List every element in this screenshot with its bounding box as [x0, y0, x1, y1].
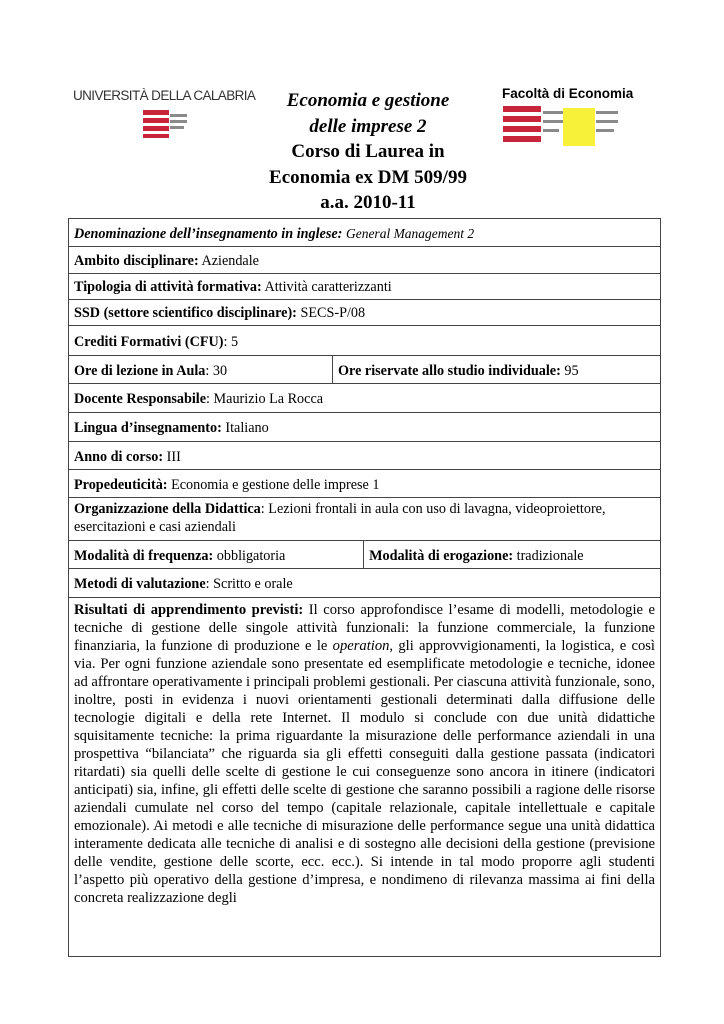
ore-aula-value: 30: [212, 363, 228, 379]
cfu-value: 5: [230, 334, 239, 350]
ambito-value: Aziendale: [201, 253, 259, 269]
row-english-name: [69, 219, 661, 247]
english-name-label: Denominazione dell’insegnamento in inglese:: [74, 226, 343, 242]
row-risultati: [69, 598, 661, 957]
frequenza-label: Modalità di frequenza:: [74, 548, 214, 564]
anno-value: III: [166, 449, 181, 465]
row-ambito: [69, 247, 661, 274]
erogazione-label: Modalità di erogazione:: [369, 548, 514, 564]
risultati-label: Risultati di apprendimento previsti:: [74, 602, 304, 618]
row-valutazione: Metodi di valutazione: Scritto e orale: [69, 569, 661, 598]
faculty-logo-mark: [503, 106, 621, 146]
valutazione-value: Scritto e orale: [213, 576, 293, 592]
row-modalita: [69, 541, 661, 569]
row-propedeuticita: [69, 470, 661, 498]
erogazione-value: tradizionale: [516, 548, 584, 564]
anno-label: Anno di corso:: [74, 449, 164, 465]
row-tipologia: [69, 274, 661, 300]
row-anno: [69, 442, 661, 470]
tipologia-label: Tipologia di attività formativa:: [74, 279, 262, 295]
course-info-table: [68, 218, 661, 957]
organizzazione-label: Organizzazione della Didattica: [74, 501, 261, 517]
ore-aula-label: Ore di lezione in Aula: [74, 363, 206, 379]
course-title: [258, 88, 478, 216]
risultati-text-b: , gli approvvigionamenti, la logistica, e così via. Per ogni funzione aziendale sono presentate ed esemplificate metodologie e tecniche, idonee ad affrontare operativamente i principali problemi gestionali. Per ciascuna attività funzionale, sono, inoltre, posti in evidenza i nuovi orientamenti gestionali determinati dalla diffusione delle tecnologie digitali e della rete Internet. Il modulo si conclude con due unità didattiche squisitamente tecniche: la prima riguardante la misurazione delle performance aziendali in una prospettiva “bilanciata” che riguarda sia gli effetti conseguiti dalla gestione passata (indicatori ritardati) sia quelli delle scelte di gestione le cui conseguenze sono ancora in itinere (indicatori anticipati) sia, infine, gli effetti delle scelte di gestione che saranno possibili a ragione delle risorse aziendali cumulate nel corso del tempo (capitale relazionale, capitale intellettuale e capitale emozionale). Ai metodi e alle tecniche di misurazione delle performance segue una unità didattica interamente dedicata alle tecniche di analisi e di sostegno alle decisioni della gestione (previsione delle vendite, gestione delle scorte, ecc. ecc.). Si intende in tal modo proporre agli studenti l’aspetto più operativo della gestione d’impresa, e nondimeno di rilevanza massima ai fini della concreta realizzazione degli: [74, 638, 655, 906]
propedeuticita-value: Economia e gestione delle imprese 1: [171, 477, 380, 493]
row-organizzazione: Organizzazione della Didattica: Lezioni frontali in aula con uso di lavagna, videoproiettore, esercitazioni e casi aziendali: [69, 498, 661, 541]
risultati-text-a: Il corso approfondisce l’esame di modelli, metodologie e tecniche di gestione delle singole attività funzionali: la funzione commerciale, la funzione finanziaria, la funzione di produzione e le: [74, 602, 655, 654]
row-ore: Ore di lezione in Aula: 30 Ore riservate allo studio individuale: 95: [69, 356, 661, 384]
title-line-5: a.a. 2010-11: [320, 192, 416, 213]
row-cfu: Crediti Formativi (CFU): 5: [69, 326, 661, 356]
docente-label: Docente Responsabile: [74, 391, 207, 407]
propedeuticita-label: Propedeuticità:: [74, 477, 168, 493]
cfu-label: Crediti Formativi (CFU): [74, 334, 224, 350]
university-logo-mark: [143, 110, 189, 138]
lingua-label: Lingua d’insegnamento:: [74, 420, 222, 436]
lingua-value: Italiano: [225, 420, 269, 436]
university-logo-text: UNIVERSITÀ DELLA CALABRIA: [73, 88, 256, 103]
ssd-label: SSD (settore scientifico disciplinare):: [74, 305, 297, 321]
organizzazione-value: Lezioni frontali in aula con uso di lavagna, videoproiettore, esercitazioni e casi aziendali: [74, 501, 606, 535]
ore-studio-value: 95: [564, 363, 579, 379]
frequenza-value: obbligatoria: [216, 548, 286, 564]
row-docente: Docente Responsabile: Maurizio La Rocca: [69, 384, 661, 413]
ssd-value: SECS-P/08: [300, 305, 366, 321]
ore-studio-label: Ore riservate allo studio individuale:: [338, 363, 561, 379]
risultati-text-italic: operation: [332, 638, 390, 654]
title-line-4: Economia ex DM 509/99: [269, 166, 467, 188]
title-line-3: Corso di Laurea in: [291, 141, 445, 162]
valutazione-label: Metodi di valutazione: [74, 576, 206, 592]
tipologia-value: Attività caratterizzanti: [264, 279, 392, 295]
title-line-2: delle imprese 2: [309, 115, 427, 137]
english-name-value: General Management 2: [345, 226, 475, 241]
faculty-name: Facoltà di Economia: [502, 86, 634, 101]
row-lingua: [69, 413, 661, 442]
docente-value: Maurizio La Rocca: [213, 391, 324, 407]
title-line-1: Economia e gestione: [286, 90, 450, 111]
ambito-label: Ambito disciplinare:: [74, 253, 199, 269]
row-ssd: [69, 300, 661, 326]
